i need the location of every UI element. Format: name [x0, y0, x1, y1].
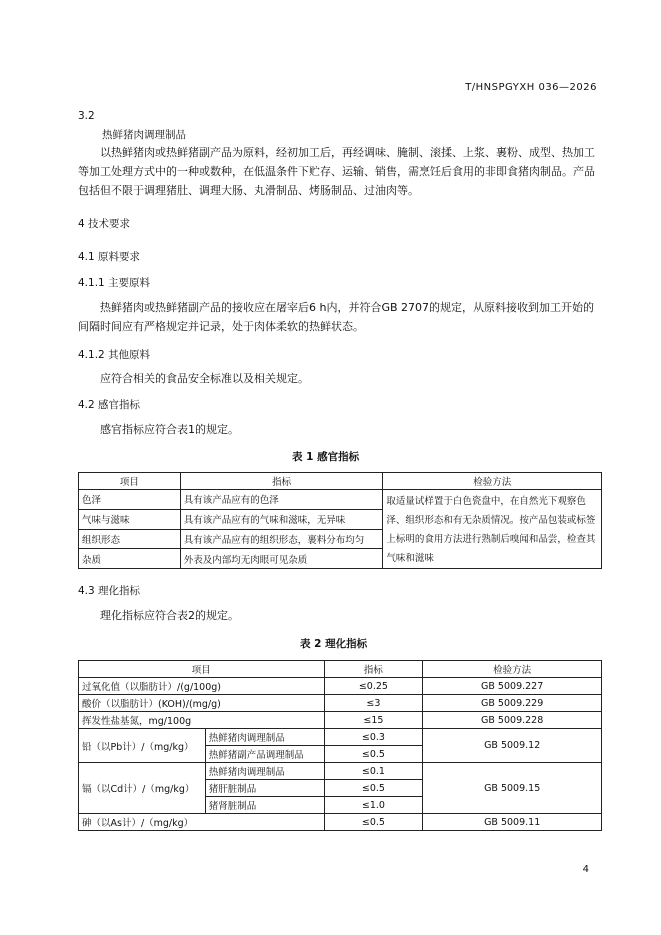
- table1-row-indicator: 具有该产品应有的色泽: [180, 490, 383, 510]
- table2-lead-sub: 热鲜猪肉调理制品: [205, 729, 324, 746]
- table2-lead-method: GB 5009.12: [423, 729, 602, 763]
- table1-sensory: [78, 472, 602, 569]
- table1-row-item: 气味与滋味: [79, 509, 181, 529]
- section-4-3-title: 4.3 理化指标: [78, 585, 141, 597]
- table1-row-indicator: 外表及内部均无肉眼可见杂质: [180, 549, 383, 569]
- table2-row-method: GB 5009.227: [423, 678, 602, 695]
- table1-row-item: 杂质: [79, 549, 181, 569]
- table2-lead-value: ≤0.3: [324, 729, 423, 746]
- table2-row-value: ≤15: [324, 712, 423, 729]
- table2-physicochemical: [78, 660, 602, 831]
- table2-caption: 表 2 理化指标: [300, 638, 368, 650]
- table2-header-value: 指标: [324, 661, 423, 678]
- table1-row-indicator: 具有该产品应有的气味和滋味，无异味: [180, 509, 383, 529]
- table2-row-item: 挥发性盐基氮，mg/100g: [79, 712, 325, 729]
- table2-header-item: 项目: [79, 661, 325, 678]
- table2-arsenic-value: ≤0.5: [324, 814, 423, 831]
- table2-row-method: GB 5009.228: [423, 712, 602, 729]
- page-number: 4: [582, 864, 589, 875]
- table2-cadmium-sub: 猪肝脏制品: [205, 780, 324, 797]
- table2-cadmium-value: ≤0.5: [324, 780, 423, 797]
- section-3-2-number: 3.2: [78, 110, 95, 122]
- section-4-1-2-text: 应符合相关的食品安全标准以及相关规定。: [100, 372, 309, 385]
- table1-header-item: 项目: [79, 473, 181, 490]
- section-4-1-title: 4.1 原料要求: [78, 251, 141, 263]
- table1-row-item: 色泽: [79, 490, 181, 510]
- table1-header-method: 检验方法: [383, 473, 602, 490]
- table2-row-value: ≤0.25: [324, 678, 423, 695]
- document-code: T/HNSPGYXH 036—2026: [465, 82, 597, 93]
- table1-caption: 表 1 感官指标: [292, 451, 360, 463]
- table2-cadmium-sub: 热鲜猪肉调理制品: [205, 763, 324, 780]
- section-4-title: 4 技术要求: [78, 218, 131, 230]
- table2-row-value: ≤3: [324, 695, 423, 712]
- table2-lead-value: ≤0.5: [324, 746, 423, 763]
- table2-lead-sub: 热鲜猪副产品调理制品: [205, 746, 324, 763]
- table2-cadmium-sub: 猪肾脏制品: [205, 797, 324, 814]
- section-4-2-title: 4.2 感官指标: [78, 399, 141, 411]
- section-3-2-term: 热鲜猪肉调理制品: [102, 129, 186, 141]
- table1-row-indicator: 具有该产品应有的组织形态，裹料分布均匀: [180, 529, 383, 549]
- section-4-1-2-title: 4.1.2 其他原料: [78, 349, 151, 361]
- section-3-2-definition: 以热鲜猪肉或热鲜猪副产品为原料，经初加工后，再经调味、腌制、滚揉、上浆、裹粉、成型、热加工等加工处理方式中的一种或数种，在低温条件下贮存、运输、销售，需烹饪后食用的非即食猪肉制品。产品包括但不限于调理猪肚、调理大肠、丸滑制品、烤肠制品、过油肉等。: [78, 146, 595, 197]
- section-4-3-text: 理化指标应符合表2的规定。: [100, 609, 239, 622]
- section-4-2-text: 感官指标应符合表1的规定。: [100, 423, 239, 436]
- table2-header-method: 检验方法: [423, 661, 602, 678]
- table1-row-item: 组织形态: [79, 529, 181, 549]
- section-4-1-1-title: 4.1.1 主要原料: [78, 277, 151, 289]
- table2-lead-item: 铅（以Pb计）/（mg/kg）: [79, 729, 206, 763]
- table2-arsenic-item: 砷（以As计）/（mg/kg）: [79, 814, 325, 831]
- table1-header-indicator: 指标: [180, 473, 383, 490]
- table2-cadmium-method: GB 5009.15: [423, 763, 602, 814]
- table2-row-method: GB 5009.229: [423, 695, 602, 712]
- table2-cadmium-value: ≤1.0: [324, 797, 423, 814]
- table2-row-item: 过氧化值（以脂肪计）/(g/100g): [79, 678, 325, 695]
- section-4-1-1-text: 热鲜猪肉或热鲜猪副产品的接收应在屠宰后6 h内，并符合GB 2707的规定，从原料接收到加工开始的间隔时间应有严格规定并记录，处于肉体柔软的热鲜状态。: [78, 301, 595, 333]
- table2-arsenic-method: GB 5009.11: [423, 814, 602, 831]
- table2-cadmium-value: ≤0.1: [324, 763, 423, 780]
- table2-row-item: 酸价（以脂肪计）(KOH)/(mg/g): [79, 695, 325, 712]
- table1-method: 取适量试样置于白色瓷盘中，在自然光下观察色泽、组织形态和有无杂质情况。按产品包装或标签上标明的食用方法进行熟制后嗅闻和品尝，检查其气味和滋味: [383, 490, 602, 569]
- table2-cadmium-item: 镉（以Cd计）/（mg/kg）: [79, 763, 206, 814]
